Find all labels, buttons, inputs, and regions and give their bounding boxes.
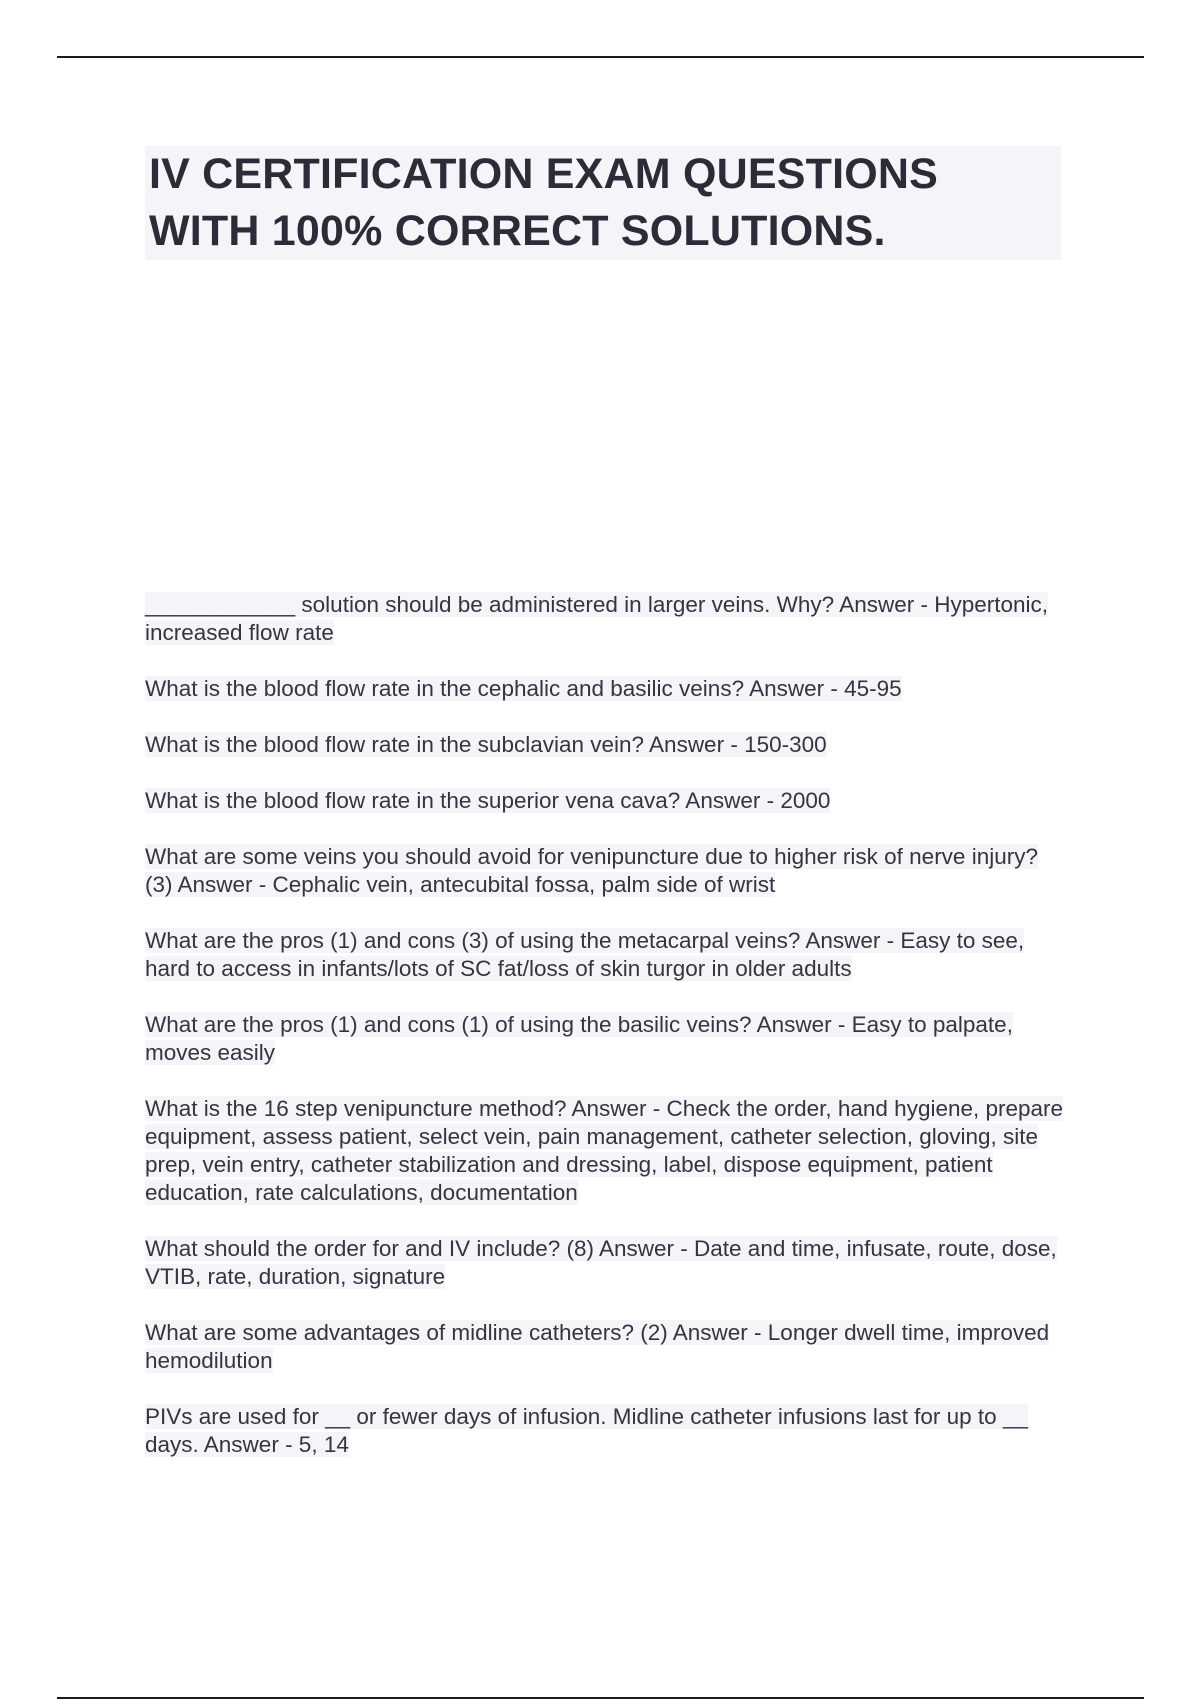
- qa-item: [145, 1011, 1065, 1067]
- qa-item: [145, 1319, 1065, 1375]
- qa-item: [145, 1235, 1065, 1291]
- qa-text: PIVs are used for __ or fewer days of infusion. Midline catheter infusions last for up to __ days. Answer - 5, 14: [145, 1404, 1028, 1457]
- qa-text: What are the pros (1) and cons (1) of using the basilic veins? Answer - Easy to palpate, moves easily: [145, 1012, 1013, 1065]
- qa-text: What is the 16 step venipuncture method? Answer - Check the order, hand hygiene, prepare equipment, assess patient, select vein, pain management, catheter selection, gloving, site prep, vein entry, catheter stabilization and dressing, label, dispose equipment, patient education, rate calculations, documentation: [145, 1096, 1064, 1205]
- qa-item: [145, 1095, 1065, 1207]
- qa-item: [145, 787, 1065, 815]
- qa-list: [145, 591, 1065, 1487]
- page-title: IV CERTIFICATION EXAM QUESTIONS WITH 100% CORRECT SOLUTIONS.: [149, 150, 938, 255]
- qa-text: What is the blood flow rate in the subclavian vein? Answer - 150-300: [145, 732, 827, 757]
- qa-item: [145, 731, 1065, 759]
- qa-text: ____________ solution should be administered in larger veins. Why? Answer - Hypertonic, increased flow rate: [145, 592, 1049, 645]
- qa-text: What is the blood flow rate in the superior vena cava? Answer - 2000: [145, 788, 831, 813]
- qa-item: [145, 591, 1065, 647]
- qa-text: What are some veins you should avoid for venipuncture due to higher risk of nerve injury? (3) Answer - Cephalic vein, antecubital fossa, palm side of wrist: [145, 844, 1038, 897]
- qa-item: [145, 927, 1065, 983]
- qa-text: What should the order for and IV include? (8) Answer - Date and time, infusate, route, dose, VTIB, rate, duration, signature: [145, 1236, 1057, 1289]
- qa-item: [145, 843, 1065, 899]
- title-block: [145, 146, 1061, 260]
- bottom-divider: [57, 1697, 1144, 1699]
- qa-item: [145, 1403, 1065, 1459]
- qa-text: What is the blood flow rate in the cephalic and basilic veins? Answer - 45-95: [145, 676, 902, 701]
- qa-text: What are some advantages of midline catheters? (2) Answer - Longer dwell time, improved hemodilution: [145, 1320, 1050, 1373]
- qa-text: What are the pros (1) and cons (3) of using the metacarpal veins? Answer - Easy to see, hard to access in infants/lots of SC fat/loss of skin turgor in older adults: [145, 928, 1025, 981]
- top-divider: [57, 56, 1144, 58]
- qa-item: [145, 675, 1065, 703]
